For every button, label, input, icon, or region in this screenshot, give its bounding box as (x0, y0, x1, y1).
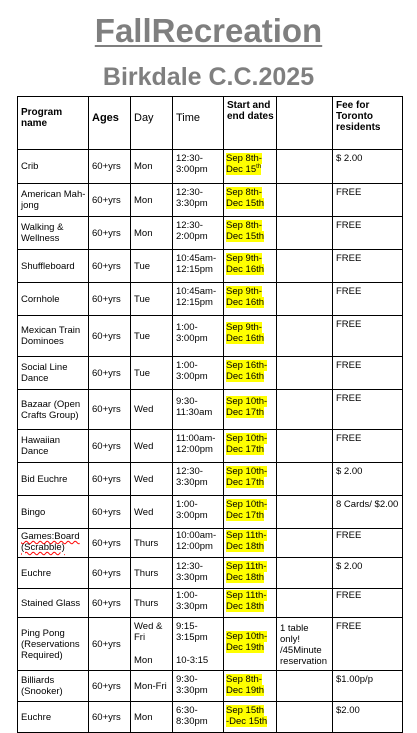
table-row (18, 671, 403, 702)
start-date: Sep 10th- (226, 499, 268, 510)
ages: 60+yrs (92, 680, 121, 692)
table-row (18, 217, 403, 250)
table-row (18, 357, 403, 390)
program-name: Cornhole (21, 293, 60, 305)
ages: 60+yrs (92, 330, 121, 342)
ages: 60+yrs (92, 711, 121, 723)
start-date: Sep 10th- (226, 433, 268, 444)
program-name: Billiards (Snooker) (21, 675, 63, 697)
time: 1:00-3:00pm (176, 499, 208, 521)
day: Thurs (134, 597, 159, 609)
header-ages: Ages (89, 97, 131, 150)
time: 12:30-2:00pm (176, 220, 208, 242)
note (277, 283, 332, 286)
time: 9:30-3:30pm (176, 674, 208, 696)
day: Mon-Fri (134, 680, 167, 692)
day: Wed (134, 440, 154, 452)
end-date: Dec 17th (226, 477, 265, 488)
day: Mon (134, 711, 153, 723)
fee: $1.00p/p (336, 674, 373, 685)
note (277, 529, 332, 532)
end-date: Dec 17th (226, 407, 265, 418)
header-program: Program name (18, 97, 89, 150)
time: 1:00-3:00pm (176, 322, 208, 344)
ages: 60+yrs (92, 404, 121, 415)
table-row (18, 558, 403, 589)
program-name: Crib (21, 161, 39, 172)
table-row (18, 529, 403, 558)
end-date: Dec 18th (226, 572, 265, 583)
start-date: Sep 8th- (226, 220, 262, 231)
day: Mon (134, 227, 153, 239)
start-date: Sep 15th (226, 705, 265, 716)
start-date: Sep 10th- (226, 396, 268, 407)
program-name: Shuffleboard (21, 260, 75, 272)
start-date: Sep 11th- (226, 530, 267, 541)
end-date: Dec 17th (226, 510, 265, 521)
end-date: Dec 16th (226, 264, 265, 275)
day: Tue (134, 330, 151, 342)
table-row (18, 463, 403, 496)
time: 11:00am-12:00pm (176, 433, 216, 455)
time: 12:30-3:30pm (176, 561, 208, 583)
time: 1:00-3:30pm (176, 590, 208, 612)
table-row (18, 618, 403, 671)
end-date: Dec 19th (226, 685, 265, 696)
note (277, 390, 332, 393)
start-date: Sep 10th- (226, 631, 268, 642)
fee: FREE (336, 220, 362, 231)
day: Tue (134, 367, 151, 379)
fee: FREE (336, 621, 362, 632)
program-name: Mexican Train Dominoes (21, 325, 81, 347)
day: Wed (134, 506, 154, 518)
ages: 60+yrs (92, 567, 121, 579)
table-row (18, 250, 403, 283)
page-title: FallRecreation (94, 12, 323, 49)
note (277, 217, 332, 220)
time: 12:30-3:30pm (176, 187, 208, 209)
program-name: Hawaiian Dance (21, 435, 61, 457)
fee: $2.00 (336, 705, 360, 716)
day: Wed & Fri (134, 621, 163, 643)
ages: 60+yrs (92, 473, 121, 485)
ages: 60+yrs (92, 227, 121, 239)
note (277, 496, 332, 499)
start-date: Sep 8th- (226, 674, 262, 685)
fee: FREE (336, 590, 362, 601)
fee: 8 Cards/ $2.00 (336, 499, 399, 510)
ages: 60+yrs (92, 260, 121, 272)
note (277, 184, 332, 187)
ages: 60+yrs (92, 537, 121, 549)
fee: FREE (336, 319, 362, 330)
fee: FREE (336, 393, 362, 404)
start-date: Sep 10th- (226, 466, 268, 477)
ages: 60+yrs (92, 597, 121, 609)
start-date: Sep 9th- (226, 286, 262, 297)
start-date: Sep 11th- (226, 561, 267, 572)
end-date: Dec 15th (226, 231, 265, 242)
ages: 60+yrs (92, 367, 121, 379)
time-secondary: 10-3:15 (176, 655, 209, 666)
day: Tue (134, 293, 151, 305)
end-date: Dec 15 (226, 164, 257, 175)
table-row (18, 589, 403, 618)
program-name: Bid Euchre (21, 473, 68, 485)
start-date: Sep 16th- (226, 360, 268, 371)
header-time: Time (173, 97, 224, 150)
note (277, 463, 332, 466)
end-date: Dec 16th (226, 371, 265, 382)
note (277, 558, 332, 561)
start-date: Sep 8th- (226, 187, 262, 198)
ages: 60+yrs (92, 293, 121, 305)
day: Thurs (134, 537, 159, 549)
day: Tue (134, 260, 151, 272)
day-secondary: Mon (134, 655, 153, 666)
program-name: Bazaar (Open Crafts Group) (21, 398, 81, 421)
table-row (18, 316, 403, 357)
program-name: Games:Board (21, 531, 80, 542)
program-name: American Mah-jong (21, 189, 86, 211)
ages: 60+yrs (92, 194, 121, 206)
ages: 60+yrs (92, 161, 121, 172)
program-name: Walking & Wellness (21, 222, 64, 244)
day: Mon (134, 194, 153, 206)
fee: $ 2.00 (336, 466, 363, 477)
time: 10:00am-12:00pm (176, 530, 217, 552)
note (277, 430, 332, 433)
fee: $ 2.00 (336, 561, 363, 572)
time: 9:15-3:15pm (176, 621, 208, 643)
program-name: Euchre (21, 567, 52, 579)
fee: FREE (336, 286, 362, 297)
time: 12:30-3:30pm (176, 466, 208, 488)
end-date: Dec 16th (226, 297, 265, 308)
fee: $ 2.00 (336, 153, 363, 164)
day: Mon (134, 161, 153, 172)
day: Wed (134, 473, 154, 485)
table-row (18, 430, 403, 463)
table-row (18, 496, 403, 529)
fee: FREE (336, 360, 362, 371)
end-date: Dec 18th (226, 541, 265, 552)
start-date: Sep 9th- (226, 253, 262, 264)
table-row (18, 702, 403, 733)
fee: FREE (336, 530, 362, 541)
time: 6:30-8:30pm (176, 705, 208, 727)
page-subtitle: Birkdale C.C.2025 (102, 63, 315, 91)
end-date: Dec 16th (226, 333, 265, 344)
program-name-detail: (Scrabble) (21, 542, 65, 553)
end-date: Dec 15th (226, 198, 265, 209)
program-name: Euchre (21, 711, 52, 723)
program-name: Ping Pong (Reservations Required) (21, 627, 80, 661)
program-name: Social Line Dance (21, 362, 68, 384)
schedule-table (17, 96, 403, 733)
time: 10:45am-12:15pm (176, 286, 217, 308)
note (277, 589, 332, 592)
header-dates: Start and end dates (224, 97, 277, 150)
ages: 60+yrs (92, 506, 121, 518)
table-row (18, 184, 403, 217)
start-date: Sep 8th- (226, 153, 262, 164)
ages: 60+yrs (92, 638, 121, 650)
note (277, 316, 332, 319)
time: 9:30-11:30am (176, 396, 213, 418)
header-day: Day (131, 97, 173, 150)
ages: 60+yrs (92, 440, 121, 452)
start-date: Sep 11th- (226, 590, 267, 601)
fee: FREE (336, 187, 362, 198)
program-name: Stained Glass (21, 597, 81, 609)
table-header-row (18, 97, 403, 150)
note (277, 702, 332, 705)
end-date: Dec 17th (226, 444, 265, 455)
note (277, 671, 332, 674)
header-note (277, 97, 333, 150)
time: 12:30-3:00pm (176, 153, 208, 175)
day: Wed (134, 404, 154, 415)
fee: FREE (336, 433, 362, 444)
program-name: Bingo (21, 506, 46, 518)
fee: FREE (336, 253, 362, 264)
table-row (18, 390, 403, 430)
end-date: Dec 18th (226, 601, 265, 612)
end-date-suffix: th (256, 163, 262, 170)
time: 10:45am-12:15pm (176, 253, 217, 275)
note (277, 357, 332, 360)
start-date: Sep 9th- (226, 322, 262, 333)
note (277, 150, 332, 153)
end-date: Dec 19th (226, 642, 265, 653)
time: 1:00-3:00pm (176, 360, 208, 382)
note: 1 table only! /45Minute reservation (280, 623, 327, 667)
header-fee: Fee for Toronto residents (333, 97, 403, 150)
table-row (18, 150, 403, 184)
day: Thurs (134, 567, 159, 579)
end-date: -Dec 15th (226, 716, 268, 727)
note (277, 250, 332, 253)
table-row (18, 283, 403, 316)
